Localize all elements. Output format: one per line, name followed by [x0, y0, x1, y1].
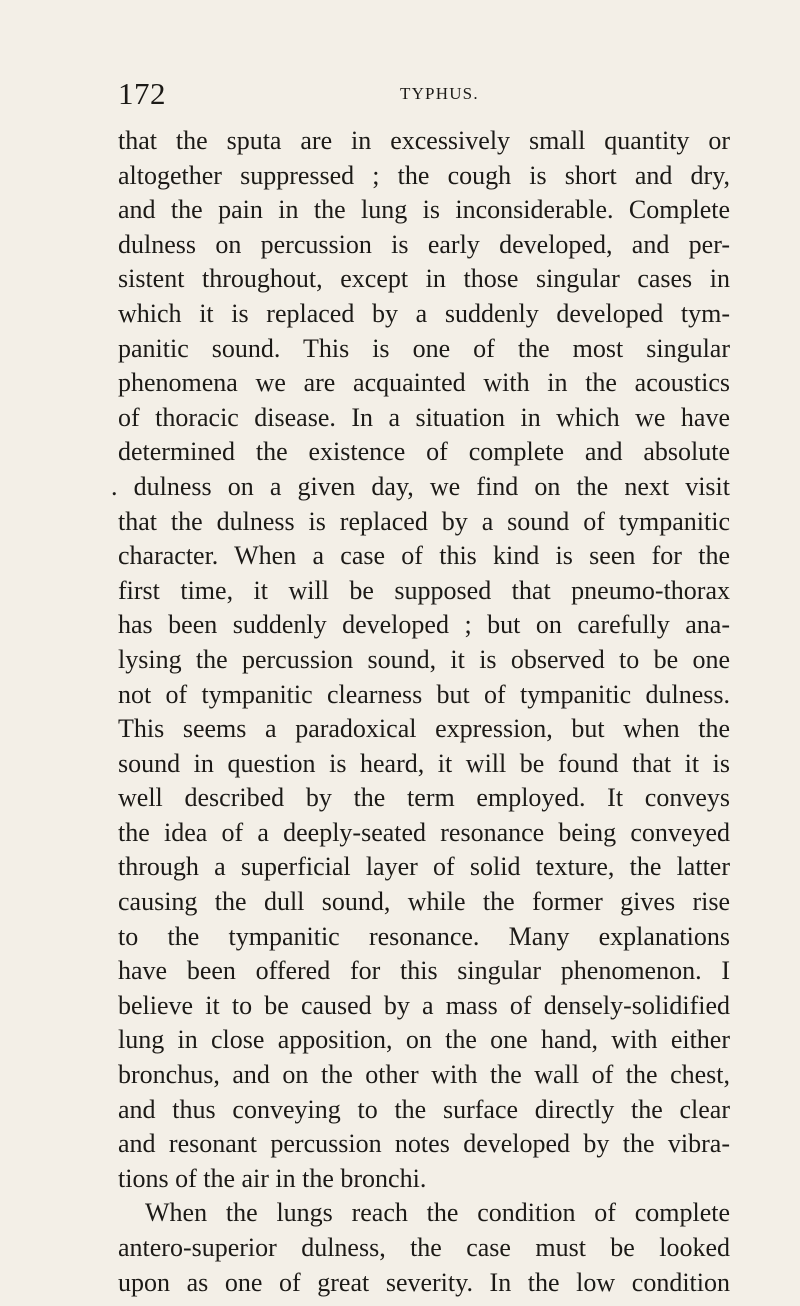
text-line: phenomena we are acquainted with in the acoustics [118, 368, 730, 398]
text-line: This seems a paradoxical expression, but when the [118, 714, 730, 744]
text-line: well described by the term employed. It conveys [118, 783, 730, 813]
text-line: antero-superior dulness, the case must be looked [118, 1233, 730, 1262]
text-line: not of tympanitic clearness but of tympanitic dulness. [118, 679, 730, 709]
page-number: 172 [118, 76, 166, 111]
text-line: and the pain in the lung is inconsiderable. Complete [118, 195, 730, 225]
text-line: first time, it will be supposed that pneumo-thorax [118, 575, 730, 605]
text-line: to the tympanitic resonance. Many explanations [118, 921, 730, 951]
text-line: that the sputa are in excessively small quantity or [118, 126, 730, 155]
text-line: character. When a case of this kind is seen for the [118, 541, 730, 571]
text-line: altogether suppressed ; the cough is short and dry, [118, 160, 730, 190]
text-line: sistent throughout, except in those singular cases in [118, 264, 730, 294]
text-line: lysing the percussion sound, it is observed to be one [118, 644, 730, 674]
text-line: has been suddenly developed ; but on carefully ana- [118, 610, 730, 640]
text-line: lung in close apposition, on the one hand, with either [118, 1025, 730, 1055]
body-text [111, 124, 730, 1300]
text-line: and resonant percussion notes developed by the vibra- [118, 1129, 730, 1159]
text-line: upon as one of great severity. In the low condition [118, 1267, 730, 1297]
text-line: . dulness on a given day, we find on the next visit [111, 471, 730, 501]
text-line: panitic sound. This is one of the most singular [118, 333, 730, 363]
text-line: through a superficial layer of solid texture, the latter [118, 852, 730, 882]
text-line: causing the dull sound, while the former gives rise [118, 887, 730, 917]
text-line: determined the existence of complete and absolute [118, 437, 730, 467]
text-line: sound in question is heard, it will be found that it is [118, 748, 730, 778]
text-line: dulness on percussion is early developed, and per- [118, 229, 730, 259]
text-line-paragraph-end: tions of the air in the bronchi. [118, 1163, 427, 1193]
text-line: which it is replaced by a suddenly developed tym- [118, 298, 730, 328]
text-line: believe it to be caused by a mass of densely-solidified [118, 990, 730, 1020]
text-line: have been offered for this singular phenomenon. I [118, 956, 730, 986]
text-line: that the dulness is replaced by a sound of tympanitic [118, 506, 730, 536]
text-line: and thus conveying to the surface directly the clear [118, 1094, 730, 1124]
text-line: bronchus, and on the other with the wall of the chest, [118, 1060, 730, 1090]
text-line: the idea of a deeply-seated resonance being conveyed [118, 817, 730, 847]
running-head [118, 76, 728, 116]
text-line: of thoracic disease. In a situation in which we have [118, 402, 730, 432]
running-title: TYPHUS. [400, 84, 479, 103]
text-line-paragraph-start: When the lungs reach the condition of complete [145, 1198, 730, 1228]
